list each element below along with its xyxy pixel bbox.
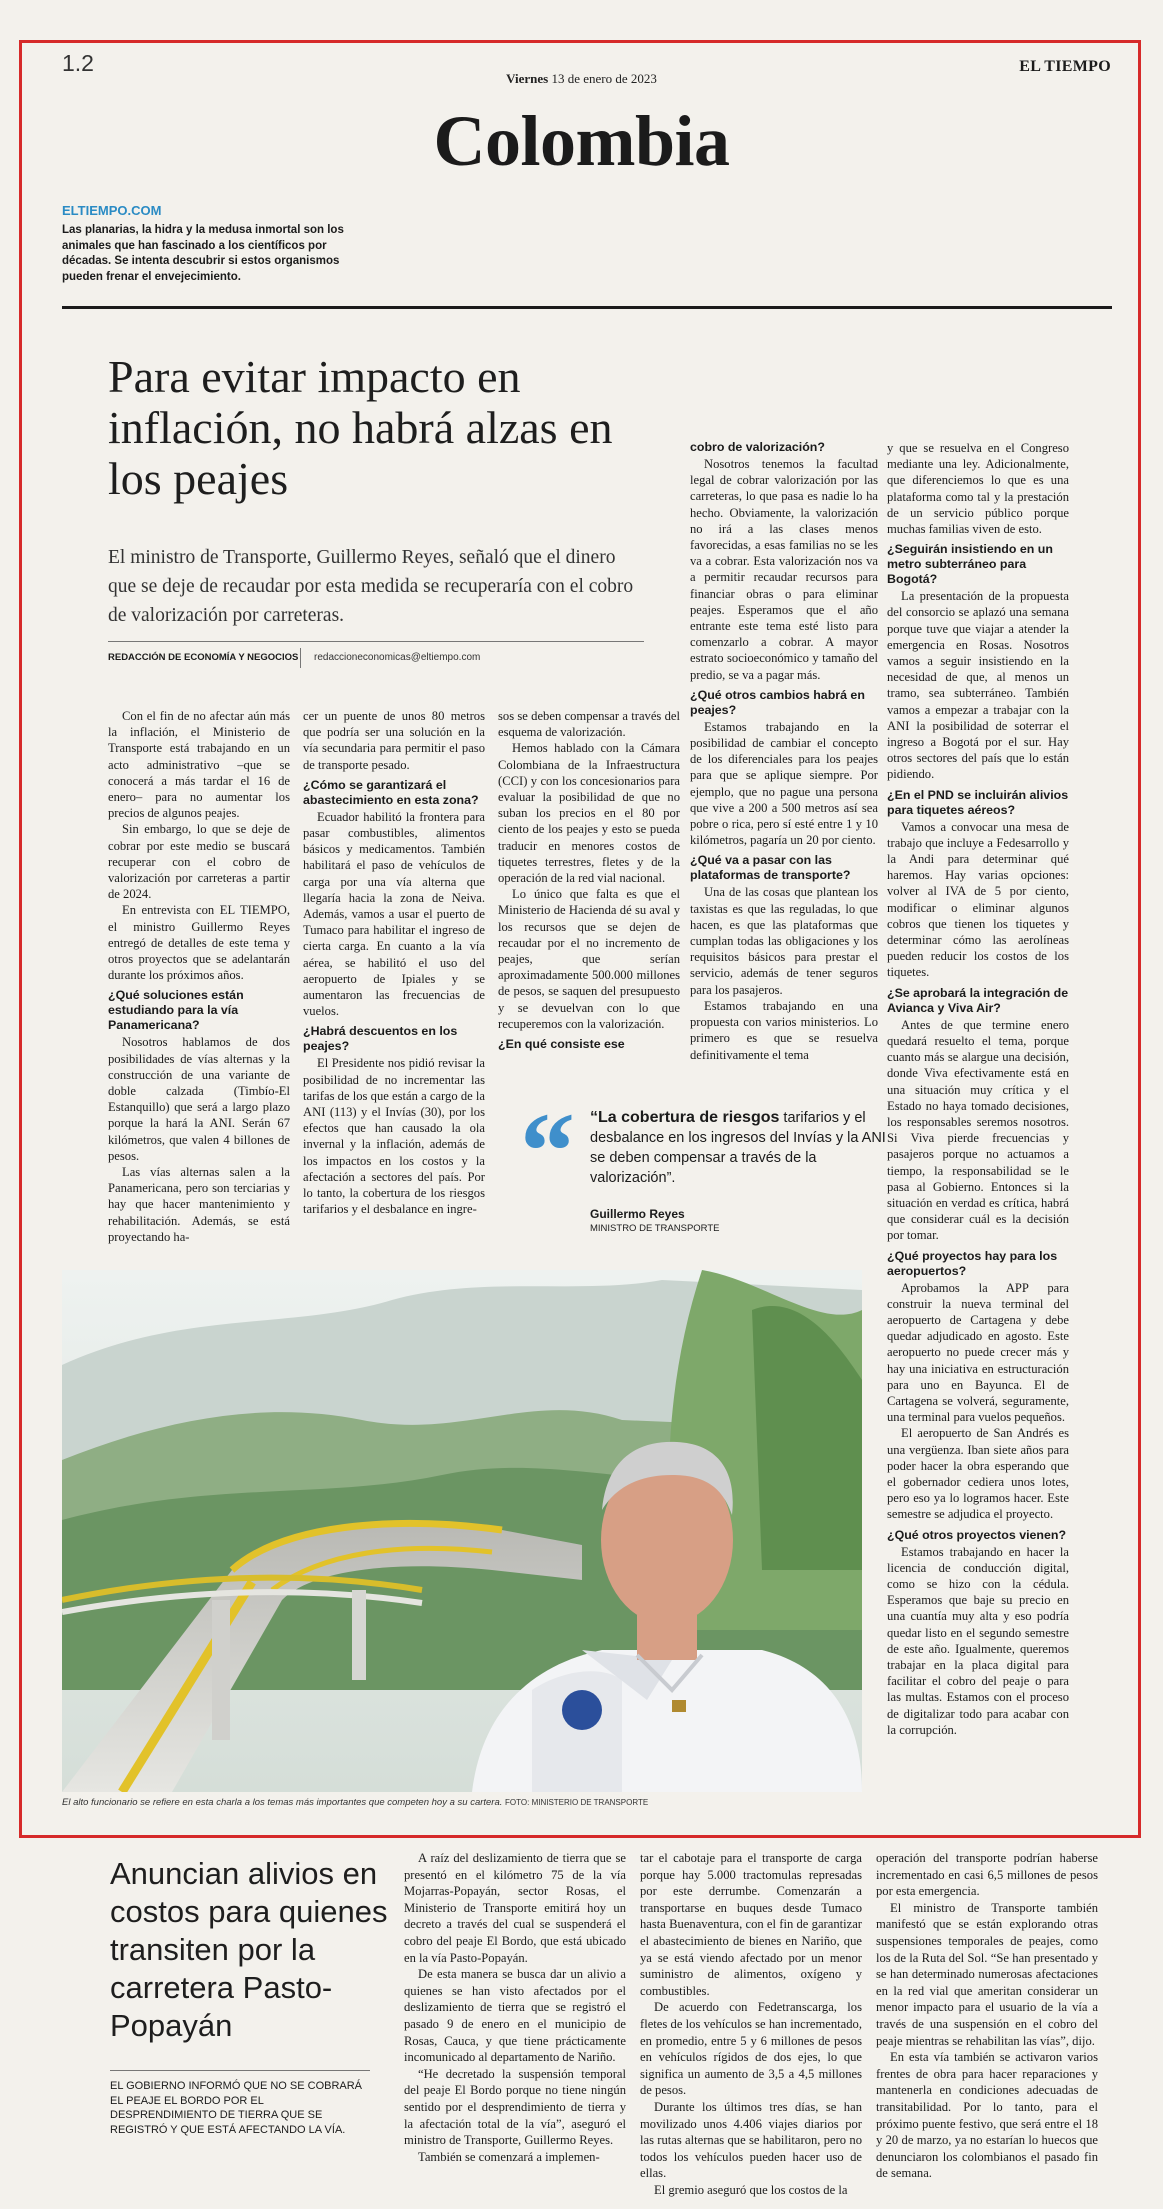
- article-deck: El ministro de Transporte, Guillermo Reyes, señaló que el dinero que se deje de recaudar por esta medida se recuperaría con el cobro de valorización por carreteras.: [108, 547, 634, 626]
- paragraph: En esta vía también se activaron varios frentes de obra para hacer reparaciones y mantenerla en condiciones adecuadas de transitabilidad. Por lo tanto, para el próximo puente festivo, que será entre el 18 y 20 de marzo, ya no estarían lo huecos que denunciaron los colombianos el pasado fin de semana.: [876, 2050, 1098, 2181]
- teaser-text: Las planarias, la hidra y la medusa inmortal son los animales que han fascinado a los científicos por décadas. Se intenta descubrir si estos organismos pueden frenar el envejecimiento.: [62, 224, 344, 283]
- article-column-4: [690, 440, 878, 1063]
- section-title: Colombia: [433, 101, 730, 181]
- subhead: ¿Cómo se garantizará el abastecimiento en esta zona?: [303, 777, 479, 807]
- pull-quote: [590, 1108, 890, 1188]
- paragraph: En entrevista con EL TIEMPO, el ministro Guillermo Reyes entregó de detalles de este tema y otros proyectos que se adelantarán durante los próximos años.: [108, 903, 290, 983]
- paragraph: cer un puente de unos 80 metros que podría ser una solución en la vía secundaria para permitir el paso de transporte pesado.: [303, 709, 485, 772]
- pull-quote-role: MINISTRO DE TRANSPORTE: [590, 1223, 720, 1234]
- caption-text: El alto funcionario se refiere en esta charla a los temas más importantes que competen hoy a su cartera.: [62, 1797, 503, 1808]
- paragraph: De esta manera se busca dar un alivio a quienes se han visto afectados por el deslizamiento de tierra que se registró el pasado 9 de enero en el municipio de Rosas, Cauca, y que tiene prácticamente incomunicado al departamento de Nariño.: [404, 1967, 626, 2065]
- subhead: ¿Qué otros proyectos vienen?: [887, 1527, 1067, 1542]
- subhead: ¿Qué proyectos hay para los aeropuertos?: [887, 1248, 1058, 1278]
- newspaper-brand: EL TIEMPO: [1019, 58, 1111, 75]
- paragraph: El ministro de Transporte también manifestó que se están explorando otras suspensiones temporales de peajes, como los de la Ruta del Sol. “Se han presentado y se han determinado numerosas afectaciones en la red vial que ameritan considerar un menor impacto para el usuario de la vía a través de una suspensión en el cobro del peaje mientras se rehabilitan las vías”, dijo.: [876, 1900, 1098, 2048]
- subhead: ¿Habrá descuentos en los peajes?: [303, 1024, 458, 1054]
- paragraph: El gremio aseguró que los costos de la: [654, 2182, 848, 2197]
- paragraph: Una de las cosas que plantean los taxistas es que las reguladas, lo que hacen, es que las plataformas que cumplan todas las obligaciones y los requisitos básicos para prestar el servicio, además de tener seguros para los pasajeros.: [690, 885, 878, 997]
- subhead: ¿En qué consiste ese: [498, 1037, 625, 1052]
- paragraph: Antes de que termine enero quedará resuelto el tema, porque cuanto más se alargue una decisión, donde Viva efectivamente está en una situación muy crítica y el Estado no haya tomado decisiones, los responsables seremos nosotros. Si Viva pierde frecuencias y pasajeros porque no actuamos a tiempo, la responsabilidad se le pasa al Gobierno. Entonces si la situación en verdad es crítica, habrá que considerar cuál es la decisión por tomar.: [887, 1017, 1069, 1243]
- article2-deck: EL GOBIERNO INFORMÓ QUE NO SE COBRARÁ EL PEAJE EL BORDO POR EL DESPRENDIMIENTO DE TIERRA QUE SE REGISTRÓ Y QUE ESTÁ AFECTANDO LA VÍA.: [110, 2080, 363, 2136]
- date-day: Viernes: [506, 71, 549, 86]
- article-column-5: [887, 440, 1069, 1738]
- article-byline: REDACCIÓN DE ECONOMÍA Y NEGOCIOS: [108, 652, 299, 663]
- paragraph: A raíz del deslizamiento de tierra que se presentó en el kilómetro 75 de la vía Mojarras-Popayán, sector Rosas, el Ministerio de Transporte emitirá hoy un decreto a través del cual se suspenderá el cobro del peaje El Bordo, que está ubicado en la vía Pasto-Popayán.: [404, 1851, 626, 1965]
- paragraph: sos se deben compensar a través del esquema de valorización.: [498, 709, 680, 740]
- page-number: 1.2: [62, 50, 94, 76]
- paragraph: Vamos a convocar una mesa de trabajo que incluye a Fedesarrollo y la Andi para determinar qué haremos. Hay varias opciones: volver al IVA de 5 por ciento, modificar o eliminar algunos cobros que tienen los tiquetes y determinar cómo las aerolíneas pueden reducir los costos de los tiquetes.: [887, 819, 1069, 980]
- paragraph: Nosotros tenemos la facultad legal de cobrar valorización por las carreteras, lo que pasa es nadie lo ha hecho. Obviamente, la valorización no irá a las clases menos favorecidas, a esas familias no se les va a cobrar. Esta valorización nos va a permitir recaudar recursos para financiar obras o para eliminar peajes. Esperamos que el año entrante este tema esté listo para comenzarlo a cobrar. A mayor estrato socioeconómico y tamaño del predio, se va a pagar más.: [690, 457, 878, 682]
- paragraph: Estamos trabajando en la posibilidad de cambiar el concepto de los diferenciales para los peajes para que se aplique siempre. Por ejemplo, que no pague una persona que vive a 200 a 500 metros así sea pobre o rica, pero sí esté entre 1 y 10 kilómetros, pagaría un 20 por ciento.: [690, 719, 878, 848]
- article-column-2: [303, 708, 485, 1217]
- article-column-1: [108, 708, 290, 1245]
- paragraph: También se comenzará a implemen-: [418, 2149, 600, 2164]
- photo-caption: [62, 1797, 862, 1808]
- author-email[interactable]: redaccioneconomicas@eltiempo.com: [314, 652, 481, 663]
- subhead: ¿En el PND se incluirán alivios para tiquetes aéreos?: [887, 787, 1069, 817]
- pull-quote-lead: “La cobertura de riesgos: [590, 1109, 780, 1126]
- paragraph: y que se resuelva en el Congreso mediante una ley. Adicionalmente, que diferenciemos lo que es una plataforma como tal y la prestación de un servicio público porque muchas familias viven de esto.: [887, 441, 1069, 537]
- paragraph: “He decretado la suspensión temporal del peaje El Bordo porque no tiene ningún sentido por el desprendimiento de tierra y la afectación total de la vía”, aseguró el ministro de Transporte, Guillermo Reyes.: [404, 2066, 626, 2148]
- paragraph: Sin embargo, lo que se deje de cobrar por este medio se buscará recuperar con el cobro de valorización por carreteras a partir de 2024.: [108, 822, 290, 902]
- paragraph: Estamos trabajando en hacer la licencia de conducción digital, como se hizo con la cédula. Esperamos que baje su precio en una cuantía muy alta y eso podría quedar listo en el segundo semestre de este año. Igualmente, queremos trabajar en la placa digital para facilitar el cobro del peaje o para las multas. Estamos con el proceso de digitalizar todo para acabar con la corrupción.: [887, 1544, 1069, 1737]
- byline-separator: [300, 648, 301, 668]
- paragraph: El aeropuerto de San Andrés es una vergüenza. Iban siete años para poder hacer la obra esperando que el gobernador cediera unos lotes, pero eso ya lo logramos hacer. Este semestre se adjudica el proyecto.: [887, 1426, 1069, 1522]
- issue-date: [0, 71, 1163, 87]
- paragraph: Las vías alternas salen a la Panamericana, pero son terciarias y hay que hacer mantenimiento y rehabilitación. Además, se está proyectando ha-: [108, 1165, 290, 1244]
- teaser-brand[interactable]: ELTIEMPO.COM: [62, 203, 162, 218]
- paragraph: De acuerdo con Fedetranscarga, los fletes de los vehículos se han incrementado, en promedio, entre 5 y 6 millones de pesos en vehículos rígidos de dos ejes, lo que significa un aumento de 3,5 a 4,5 millones de pesos.: [640, 2000, 862, 2098]
- paragraph: Con el fin de no afectar aún más la inflación, el Ministerio de Transporte está trabajando en un acto administrativo –que se conocerá a más tardar el 16 de enero– para no aumentar los precios de algunos peajes.: [108, 709, 290, 821]
- pull-quote-author: Guillermo Reyes: [590, 1207, 685, 1221]
- article2-column-2: [640, 1850, 862, 2198]
- pull-quote-rest: tarifarios y el desbalance en los ingresos del Invías y la ANI se deben compensar a través de la valorización”.: [590, 1110, 886, 1186]
- paragraph: Nosotros hablamos de dos posibilidades de vías alternas y la construcción de una variante de doble calzada (Timbío-El Estanquillo) que será a largo plazo porque la hará la ANI. Serán 67 kilómetros, que valen 4 billones de pesos.: [108, 1035, 290, 1163]
- paragraph: El Presidente nos pidió revisar la posibilidad de no incrementar las tarifas de los que están a cargo de la ANI (113) y el Invías (30), por los efectos que han causado la ola invernal y la inflación, además de los impactos en los costos y la afectación a sectores del país. Por lo tanto, la cobertura de los riesgos tarifarios y el desbalance en ingre-: [303, 1056, 485, 1217]
- section-divider: [62, 306, 1112, 309]
- paragraph: tar el cabotaje para el transporte de carga porque hay 5.000 tractomulas represadas por este derrumbe. Comenzarán a transportarse en buques desde Tumaco hasta Buenaventura, con el fin de garantizar el abastecimiento de bienes en Nariño, que ya se está viendo afectado por un menor suministro de alimentos, oxígeno y combustibles.: [640, 1851, 862, 1998]
- caption-credit: FOTO: MINISTERIO DE TRANSPORTE: [505, 1798, 649, 1807]
- subhead: ¿Se aprobará la integración de Avianca y Viva Air?: [887, 985, 1069, 1015]
- article-column-3: [498, 708, 680, 1053]
- paragraph: La presentación de la propuesta del consorcio se aplazó una semana porque tuve que viajar a atender la emergencia en Rosas. Nosotros vamos a seguir insistiendo en la necesidad de que, al menos un tramo, sea subterráneo. También vamos a empezar a trabajar con la ANI la posibilidad de soterrar el ingreso a Bogotá por el sur. Hay otros sectores del país que lo están pidiendo.: [887, 589, 1069, 782]
- paragraph: Hemos hablado con la Cámara Colombiana de la Infraestructura (CCI) y con los concesionarios para evaluar la posibilidad de que no suban los precios en el 80 por ciento de los peajes y esto se pueda traducir en menores costos de tiquetes terrestres, fletes y de la operación de la red vial nacional.: [498, 741, 680, 886]
- byline-divider: [108, 641, 644, 642]
- subhead: ¿Qué soluciones están estudiando para la vía Panamericana?: [108, 988, 244, 1033]
- quote-mark-icon: “: [520, 1090, 575, 1212]
- article-headline: Para evitar impacto en inflación, no habrá alzas en los peajes: [108, 351, 613, 504]
- subhead: ¿Seguirán insistiendo en un metro subterráneo para Bogotá?: [887, 542, 1053, 587]
- date-rest: 13 de enero de 2023: [551, 71, 657, 86]
- subhead: ¿Qué otros cambios habrá en peajes?: [690, 687, 865, 717]
- paragraph: operación del transporte podrían haberse incrementado en casi 6,5 millones de pesos por esta emergencia.: [876, 1851, 1098, 1899]
- paragraph: Ecuador habilitó la frontera para pasar combustibles, alimentos básicos y medicamentos. También habilitará el paso de vehículos de carga por una vía alterna que llegaría hacia la zona de Neiva. Además, vamos a usar el puerto de Tumaco para habilitar el ingreso de cierta carga. En cuanto a la vía aérea, se habilitó el uso del aeropuerto de Ipiales y se aumentaron las frecuencias de vuelos.: [303, 809, 485, 1019]
- article2-column-1: [404, 1850, 626, 2165]
- paragraph: Lo único que falta es que el Ministerio de Hacienda dé su aval y los recursos que se dejen de recaudar por el no incremento de peajes, que serían aproximadamente 500.000 millones de pesos, se saquen del presupuesto y se devuelvan con lo que recuperemos con la valorización.: [498, 887, 680, 1031]
- article2-headline: Anuncian alivios en costos para quienes transiten por la carretera Pasto-Popayán: [110, 1856, 388, 2043]
- minister-photo: [62, 1270, 862, 1792]
- paragraph: Estamos trabajando en una propuesta con varios ministerios. Lo primero es que se resuelva definitivamente el tema: [690, 998, 878, 1062]
- article2-column-3: [876, 1850, 1098, 2182]
- subhead: cobro de valorización?: [690, 440, 825, 454]
- paragraph: Durante los últimos tres días, se han movilizado unos 4.406 viajes diarios por las rutas alternas que se habilitaron, pero no todos los vehículos pueden hacer uso de ellas.: [640, 2099, 862, 2181]
- subhead: ¿Qué va a pasar con las plataformas de transporte?: [690, 853, 851, 883]
- article2-deck-divider: [110, 2070, 370, 2071]
- paragraph: Aprobamos la APP para construir la nueva terminal del aeropuerto de Cartagena y debe quedar adjudicado en agosto. Este aeropuerto no puede crecer más y hay una iniciativa en estructuración para uno en Bayunca. El de Cartagena se volverá, seguramente, una terminal para vuelos pequeños.: [887, 1280, 1069, 1425]
